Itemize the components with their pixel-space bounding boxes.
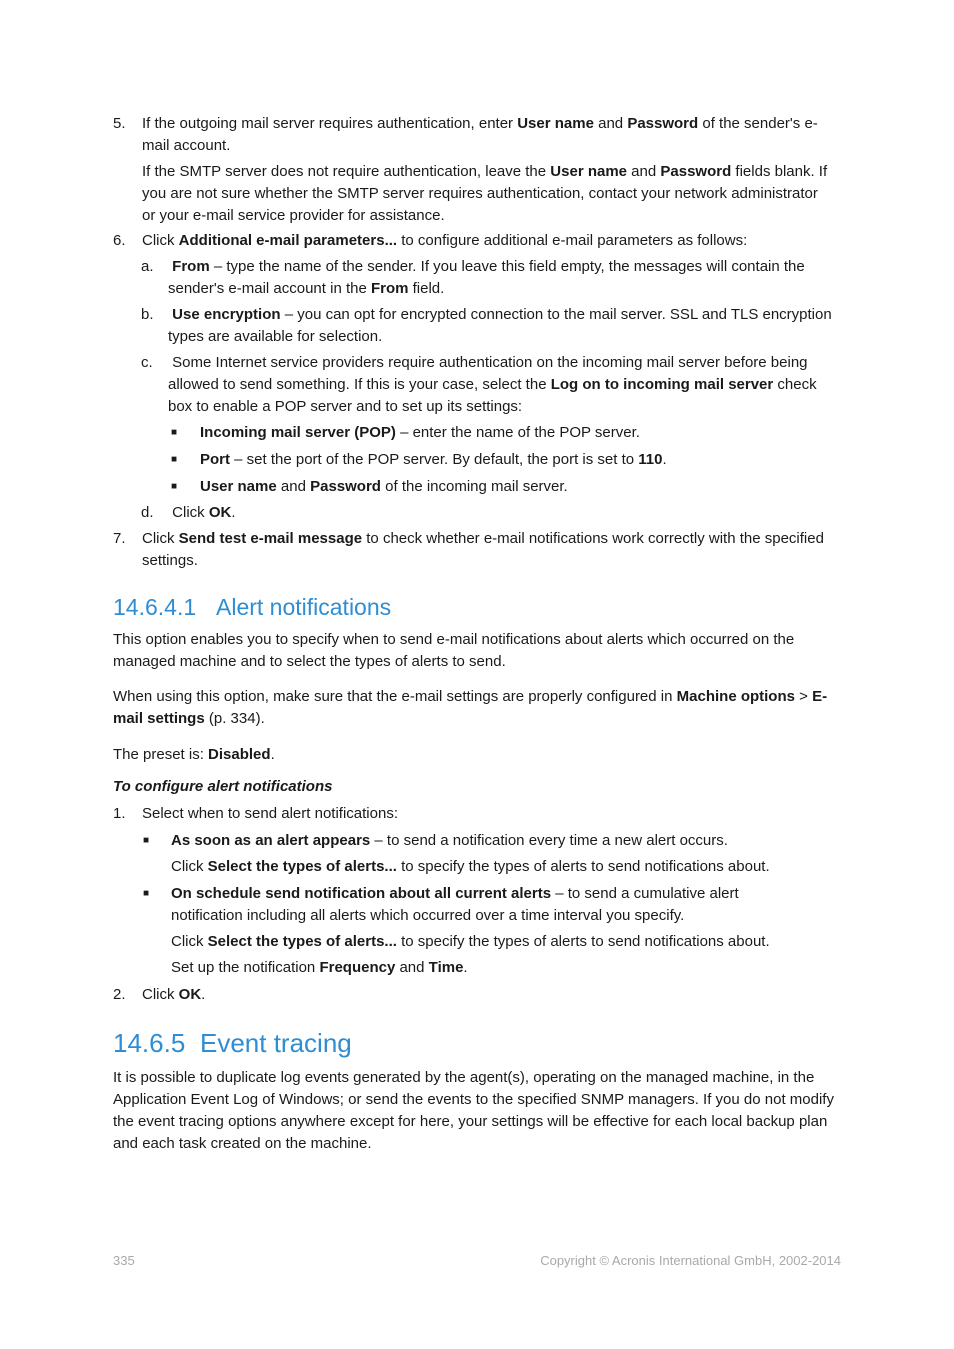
- section-title: Event tracing: [200, 1028, 352, 1058]
- step-6-text: Click Additional e-mail parameters... to configure additional e-mail parameters as follows:: [142, 232, 748, 249]
- step-6b-letter: b.: [141, 306, 154, 323]
- step-5-text: If the outgoing mail server requires authentication, enter User name and Password of the sender's e-mail account.: [142, 115, 818, 154]
- step-5-note: If the SMTP server does not require authentication, leave the User name and Password fields blank. If you are not sure whether the SMTP server requires authentication, contact your network administrator or your e-mail service provider for assistance.: [142, 163, 828, 224]
- step-6d-letter: d.: [141, 504, 154, 521]
- step-6a-letter: a.: [141, 258, 154, 275]
- bullet-icon: ■: [171, 427, 178, 438]
- step-6c-text: Some Internet service providers require authentication on the incoming mail server before being allowed to send something. If this is your case, select the Log on to incoming mail server check box to enable a POP server and to set up its settings:: [168, 354, 817, 415]
- alert-step-2-text: Click OK.: [142, 986, 206, 1003]
- step-6a-text: From – type the name of the sender. If you leave this field empty, the messages will contain the sender's e-mail account in the From field.: [168, 258, 805, 297]
- alert-step-1-text: Select when to send alert notifications:: [142, 805, 398, 822]
- alert-option-immediate: As soon as an alert appears – to send a notification every time a new alert occurs.: [171, 832, 728, 849]
- preset-paragraph: The preset is: Disabled.: [113, 746, 275, 763]
- step-6b-text: Use encryption – you can opt for encrypted connection to the mail server. SSL and TLS encryption types are available for selection.: [168, 306, 832, 345]
- step-7-text: Click Send test e-mail message to check whether e-mail notifications work correctly with the specified settings.: [142, 530, 824, 569]
- alert-option-schedule: On schedule send notification about all current alerts – to send a cumulative alert notification including all alerts which occurred over a time interval you specify.: [171, 885, 739, 924]
- step-6c-letter: c.: [141, 354, 153, 371]
- alert-option-schedule-note: Click Select the types of alerts... to specify the types of alerts to send notifications about.: [171, 933, 770, 950]
- alert-option-immediate-note: Click Select the types of alerts... to specify the types of alerts to send notifications about.: [171, 858, 770, 875]
- event-tracing-paragraph: It is possible to duplicate log events generated by the agent(s), operating on the managed machine, in the Application Event Log of Windows; or send the events to the specified SNMP managers. If you do not modify the event tracing options anywhere except for here, your settings will be effective for each local backup plan and each task created on the machine.: [113, 1069, 834, 1152]
- step-6-number: 6.: [113, 232, 126, 249]
- alert-intro-paragraph: This option enables you to specify when to send e-mail notifications about alerts which occurred on the managed machine and to select the types of alerts to send.: [113, 631, 795, 670]
- alert-step-2-number: 2.: [113, 986, 126, 1003]
- alert-step-1-number: 1.: [113, 805, 126, 822]
- page-reference-link[interactable]: (p. 334).: [204, 710, 265, 727]
- procedure-title: To configure alert notifications: [113, 778, 333, 795]
- port-bullet: Port – set the port of the POP server. By default, the port is set to 110.: [200, 451, 667, 468]
- step-5-number: 5.: [113, 115, 126, 132]
- alert-option-schedule-frequency: Set up the notification Frequency and Time.: [171, 959, 468, 976]
- bullet-icon: ■: [171, 454, 178, 465]
- step-7-number: 7.: [113, 530, 126, 547]
- pop-server-bullet: Incoming mail server (POP) – enter the name of the POP server.: [200, 424, 640, 441]
- step-6d-text: Click OK.: [172, 504, 236, 521]
- section-heading-alert-notifications: [113, 592, 391, 622]
- section-heading-event-tracing: [113, 1026, 352, 1060]
- bullet-icon: ■: [143, 835, 150, 846]
- section-number: 14.6.5: [113, 1028, 186, 1058]
- credentials-bullet: User name and Password of the incoming mail server.: [200, 478, 568, 495]
- bullet-icon: ■: [171, 481, 178, 492]
- bullet-icon: ■: [143, 888, 150, 899]
- section-number: 14.6.4.1: [113, 594, 197, 620]
- section-title: Alert notifications: [216, 594, 392, 620]
- copyright-notice: Copyright © Acronis International GmbH, 2002-2014: [540, 1253, 841, 1268]
- page-number: 335: [113, 1253, 135, 1268]
- alert-settings-paragraph: When using this option, make sure that the e-mail settings are properly configured in Machine options > E-mail settings (p. 334).: [113, 688, 828, 727]
